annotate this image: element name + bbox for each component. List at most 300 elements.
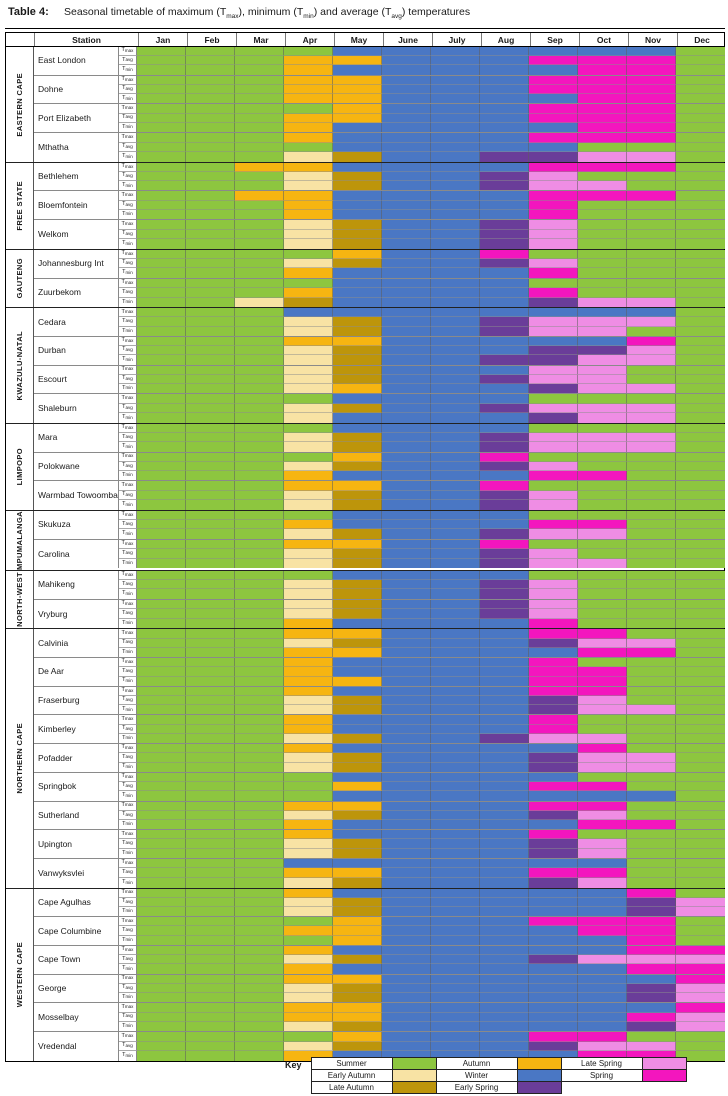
season-cell — [529, 143, 578, 153]
table-body — [5, 47, 725, 1062]
season-cell — [382, 658, 431, 667]
season-cell — [235, 993, 284, 1002]
season-cell — [627, 993, 676, 1002]
temperature-sub-row — [119, 511, 725, 520]
season-cell — [431, 191, 480, 200]
season-cell — [431, 571, 480, 580]
station-row — [34, 658, 725, 687]
season-cell — [578, 114, 627, 123]
season-cell — [676, 907, 725, 916]
temperature-row-label: T max — [119, 975, 137, 984]
season-cell — [186, 191, 235, 200]
season-cell — [382, 1013, 431, 1022]
season-cell — [333, 259, 382, 268]
season-cell — [578, 889, 627, 898]
season-cell — [235, 1013, 284, 1022]
province-group — [6, 163, 724, 250]
season-cell — [284, 725, 333, 734]
season-cell — [627, 491, 676, 501]
season-cell — [431, 268, 480, 277]
season-cell — [186, 481, 235, 491]
season-cell — [529, 984, 578, 993]
province-label: FREE STATE — [15, 181, 24, 231]
season-cell — [235, 191, 284, 200]
season-cell — [186, 753, 235, 762]
season-cell — [284, 667, 333, 676]
season-cell — [431, 975, 480, 984]
season-cell — [382, 104, 431, 113]
season-cell — [284, 868, 333, 878]
season-cell — [382, 210, 431, 219]
season-cell — [284, 936, 333, 945]
season-cell — [333, 123, 382, 132]
season-cell — [578, 327, 627, 336]
season-cell — [529, 85, 578, 94]
season-cell — [333, 677, 382, 686]
season-cell — [627, 791, 676, 800]
season-cell — [333, 250, 382, 259]
season-cell — [137, 433, 186, 442]
season-cell — [529, 346, 578, 355]
column-header-month: Mar — [236, 33, 285, 46]
season-cell — [137, 639, 186, 648]
temperature-sub-row — [119, 791, 725, 800]
season-cell — [529, 782, 578, 791]
season-cell — [480, 540, 529, 550]
season-cell — [137, 471, 186, 480]
season-cell — [578, 696, 627, 705]
season-cell — [676, 56, 725, 65]
station-row — [34, 366, 725, 395]
season-cell — [333, 163, 382, 172]
season-cell — [333, 152, 382, 162]
province-label: EASTERN CAPE — [15, 72, 24, 137]
temperature-row-label: T avg — [119, 898, 137, 907]
season-cell — [529, 481, 578, 491]
season-cell — [480, 268, 529, 277]
season-cell — [382, 868, 431, 878]
temperature-row-label: T min — [119, 820, 137, 829]
season-cell — [186, 433, 235, 442]
temperature-rows — [119, 250, 725, 278]
temperature-row-label: T avg — [119, 811, 137, 820]
season-cell — [186, 1022, 235, 1031]
season-cell — [480, 868, 529, 878]
season-cell — [382, 619, 431, 629]
season-cell — [137, 791, 186, 800]
season-cell — [284, 926, 333, 935]
season-cell — [676, 181, 725, 190]
season-cell — [186, 317, 235, 326]
season-cell — [137, 366, 186, 375]
season-cell — [627, 677, 676, 686]
legend-entry-name: Early Autumn — [311, 1069, 393, 1082]
season-cell — [382, 917, 431, 926]
season-cell — [137, 571, 186, 580]
season-cell — [676, 946, 725, 955]
season-cell — [627, 964, 676, 973]
season-cell — [333, 308, 382, 317]
season-cell — [431, 529, 480, 538]
season-cell — [137, 839, 186, 848]
season-cell — [333, 955, 382, 964]
temperature-rows — [119, 76, 725, 104]
season-cell — [284, 589, 333, 598]
season-cell — [137, 609, 186, 619]
season-cell — [578, 94, 627, 103]
season-cell — [676, 936, 725, 945]
season-cell — [186, 163, 235, 172]
season-cell — [627, 907, 676, 916]
season-cell — [284, 975, 333, 984]
season-cell — [333, 571, 382, 580]
season-cell — [137, 1051, 186, 1061]
temperature-row-label: T min — [119, 559, 137, 569]
season-cell — [186, 230, 235, 240]
season-cell — [186, 201, 235, 210]
season-cell — [676, 734, 725, 743]
season-cell — [235, 715, 284, 724]
season-cell — [627, 191, 676, 200]
station-name: Durban — [34, 337, 119, 365]
season-cell — [529, 667, 578, 676]
temperature-row-label: T avg — [119, 639, 137, 648]
season-cell — [186, 511, 235, 520]
season-cell — [235, 907, 284, 916]
season-cell — [627, 946, 676, 955]
season-cell — [480, 820, 529, 829]
temperature-row-label: T min — [119, 123, 137, 132]
temperature-rows — [119, 220, 725, 249]
season-cell — [578, 946, 627, 955]
season-cell — [333, 839, 382, 848]
station-row — [34, 104, 725, 133]
season-cell — [382, 802, 431, 811]
season-cell — [627, 802, 676, 811]
station-name: Calvinia — [34, 629, 119, 657]
season-cell — [627, 279, 676, 289]
season-cell — [186, 76, 235, 85]
season-cell — [235, 609, 284, 619]
season-cell — [627, 384, 676, 393]
season-cell — [529, 609, 578, 619]
season-cell — [431, 355, 480, 364]
season-cell — [137, 667, 186, 676]
season-cell — [480, 859, 529, 869]
season-cell — [284, 677, 333, 686]
temperature-row-label: T avg — [119, 753, 137, 762]
season-cell — [382, 355, 431, 364]
season-cell — [137, 210, 186, 219]
season-cell — [676, 481, 725, 491]
season-cell — [529, 1013, 578, 1022]
season-cell — [235, 984, 284, 993]
stations-column — [34, 163, 725, 249]
season-cell — [431, 889, 480, 898]
season-cell — [333, 327, 382, 336]
season-cell — [235, 964, 284, 973]
season-cell — [529, 549, 578, 559]
season-cell — [578, 384, 627, 393]
season-cell — [235, 811, 284, 820]
season-cell — [284, 687, 333, 696]
season-cell — [382, 191, 431, 200]
temperature-sub-row — [119, 250, 725, 259]
season-cell — [480, 56, 529, 65]
season-cell — [480, 946, 529, 955]
season-cell — [137, 600, 186, 610]
season-cell — [382, 811, 431, 820]
season-cell — [578, 76, 627, 85]
season-cell — [333, 298, 382, 308]
temperature-sub-row — [119, 955, 725, 964]
station-row — [34, 802, 725, 831]
season-cell — [284, 696, 333, 705]
season-cell — [627, 878, 676, 888]
season-cell — [186, 529, 235, 538]
season-cell — [578, 404, 627, 414]
season-cell — [235, 462, 284, 471]
province-group — [6, 511, 724, 571]
season-cell — [529, 201, 578, 210]
temperature-sub-row — [119, 868, 725, 878]
temperature-row-label: T max — [119, 917, 137, 926]
season-cell — [186, 734, 235, 743]
season-cell — [676, 1032, 725, 1042]
season-cell — [676, 337, 725, 346]
temperature-sub-row — [119, 491, 725, 501]
temperature-sub-row — [119, 753, 725, 762]
season-cell — [480, 520, 529, 529]
temperature-rows — [119, 394, 725, 423]
season-cell — [578, 705, 627, 714]
season-cell — [186, 705, 235, 714]
season-cell — [186, 239, 235, 249]
season-cell — [431, 580, 480, 589]
season-cell — [284, 529, 333, 538]
season-cell — [480, 1022, 529, 1031]
season-cell — [627, 889, 676, 898]
season-cell — [284, 619, 333, 629]
season-cell — [578, 589, 627, 598]
season-cell — [382, 734, 431, 743]
season-cell — [186, 811, 235, 820]
season-cell — [578, 868, 627, 878]
season-cell — [235, 152, 284, 162]
station-name: Mosselbay — [34, 1003, 119, 1031]
season-cell — [431, 481, 480, 491]
temperature-row-label: T max — [119, 481, 137, 491]
season-cell — [529, 559, 578, 569]
season-cell — [676, 413, 725, 423]
season-cell — [627, 259, 676, 268]
season-cell — [186, 1042, 235, 1052]
season-cell — [382, 114, 431, 123]
season-cell — [431, 404, 480, 414]
season-cell — [529, 375, 578, 384]
season-cell — [529, 104, 578, 113]
season-cell — [186, 559, 235, 569]
province-label: NORTHERN CAPE — [15, 723, 24, 794]
season-cell — [627, 413, 676, 423]
season-cell — [137, 298, 186, 308]
season-cell — [529, 993, 578, 1002]
station-name: Mara — [34, 424, 119, 452]
season-cell — [431, 442, 480, 451]
province-label-cell — [6, 571, 34, 628]
season-cell — [235, 424, 284, 433]
temperature-sub-row — [119, 47, 725, 56]
season-cell — [578, 648, 627, 657]
season-cell — [431, 1003, 480, 1012]
season-cell — [137, 181, 186, 190]
season-cell — [627, 725, 676, 734]
temperature-sub-row — [119, 763, 725, 772]
temperature-row-label: T max — [119, 191, 137, 200]
column-header-month: Jan — [138, 33, 187, 46]
season-cell — [480, 308, 529, 317]
season-cell — [627, 230, 676, 240]
season-cell — [676, 753, 725, 762]
season-cell — [186, 94, 235, 103]
season-cell — [382, 600, 431, 610]
temperature-row-label: T avg — [119, 1042, 137, 1052]
season-cell — [137, 327, 186, 336]
season-cell — [627, 609, 676, 619]
season-cell — [676, 442, 725, 451]
temperature-row-label: T max — [119, 744, 137, 753]
temperature-rows — [119, 600, 725, 629]
season-cell — [676, 859, 725, 869]
season-cell — [529, 366, 578, 375]
season-cell — [186, 85, 235, 94]
season-cell — [284, 629, 333, 638]
temperature-sub-row — [119, 859, 725, 869]
temperature-rows — [119, 571, 725, 599]
temperature-sub-row — [119, 1022, 725, 1031]
season-cell — [235, 898, 284, 907]
season-cell — [186, 580, 235, 589]
season-cell — [382, 47, 431, 56]
season-cell — [333, 580, 382, 589]
season-cell — [676, 152, 725, 162]
season-cell — [578, 433, 627, 442]
season-cell — [186, 955, 235, 964]
temperature-sub-row — [119, 705, 725, 714]
season-cell — [137, 926, 186, 935]
season-cell — [627, 511, 676, 520]
season-cell — [284, 878, 333, 888]
season-cell — [529, 648, 578, 657]
legend-empty — [561, 1081, 643, 1094]
season-cell — [235, 346, 284, 355]
season-cell — [431, 279, 480, 289]
season-cell — [431, 172, 480, 181]
season-cell — [235, 239, 284, 249]
stations-column — [34, 47, 725, 162]
season-cell — [529, 268, 578, 277]
season-cell — [186, 114, 235, 123]
temperature-rows — [119, 366, 725, 394]
season-cell — [431, 500, 480, 510]
station-row — [34, 600, 725, 629]
season-cell — [676, 394, 725, 404]
season-cell — [431, 859, 480, 869]
station-name: Cape Columbine — [34, 917, 119, 945]
season-cell — [284, 366, 333, 375]
season-cell — [284, 239, 333, 249]
season-cell — [480, 288, 529, 298]
season-cell — [137, 820, 186, 829]
season-cell — [137, 491, 186, 501]
season-cell — [627, 201, 676, 210]
season-cell — [382, 540, 431, 550]
season-cell — [529, 239, 578, 249]
season-cell — [676, 433, 725, 442]
temperature-row-label: T max — [119, 424, 137, 433]
season-cell — [480, 975, 529, 984]
temperature-sub-row — [119, 849, 725, 858]
column-header-month: Oct — [579, 33, 628, 46]
season-cell — [431, 868, 480, 878]
stations-column — [34, 250, 725, 307]
season-cell — [480, 878, 529, 888]
temperature-sub-row — [119, 279, 725, 289]
season-cell — [186, 549, 235, 559]
station-name: Polokwane — [34, 453, 119, 481]
station-row — [34, 1003, 725, 1032]
season-cell — [333, 658, 382, 667]
season-cell — [235, 481, 284, 491]
season-cell — [676, 346, 725, 355]
season-cell — [235, 773, 284, 782]
season-cell — [235, 201, 284, 210]
season-cell — [431, 791, 480, 800]
temperature-sub-row — [119, 230, 725, 240]
season-cell — [235, 705, 284, 714]
season-cell — [333, 337, 382, 346]
station-name: Vredendal — [34, 1032, 119, 1061]
season-cell — [382, 239, 431, 249]
season-cell — [186, 424, 235, 433]
season-cell — [333, 355, 382, 364]
season-cell — [578, 734, 627, 743]
season-cell — [284, 830, 333, 839]
season-cell — [529, 1022, 578, 1031]
season-cell — [333, 753, 382, 762]
season-cell — [284, 76, 333, 85]
season-cell — [186, 619, 235, 629]
season-cell — [137, 898, 186, 907]
season-cell — [627, 975, 676, 984]
season-cell — [676, 114, 725, 123]
season-cell — [284, 511, 333, 520]
season-cell — [137, 1042, 186, 1052]
season-cell — [480, 725, 529, 734]
season-cell — [284, 734, 333, 743]
season-cell — [529, 849, 578, 858]
season-cell — [333, 317, 382, 326]
station-name: Vryburg — [34, 600, 119, 629]
season-cell — [676, 308, 725, 317]
season-cell — [431, 337, 480, 346]
season-cell — [333, 773, 382, 782]
season-cell — [431, 946, 480, 955]
season-cell — [431, 259, 480, 268]
season-cell — [676, 868, 725, 878]
temperature-sub-row — [119, 687, 725, 696]
season-cell — [529, 453, 578, 462]
